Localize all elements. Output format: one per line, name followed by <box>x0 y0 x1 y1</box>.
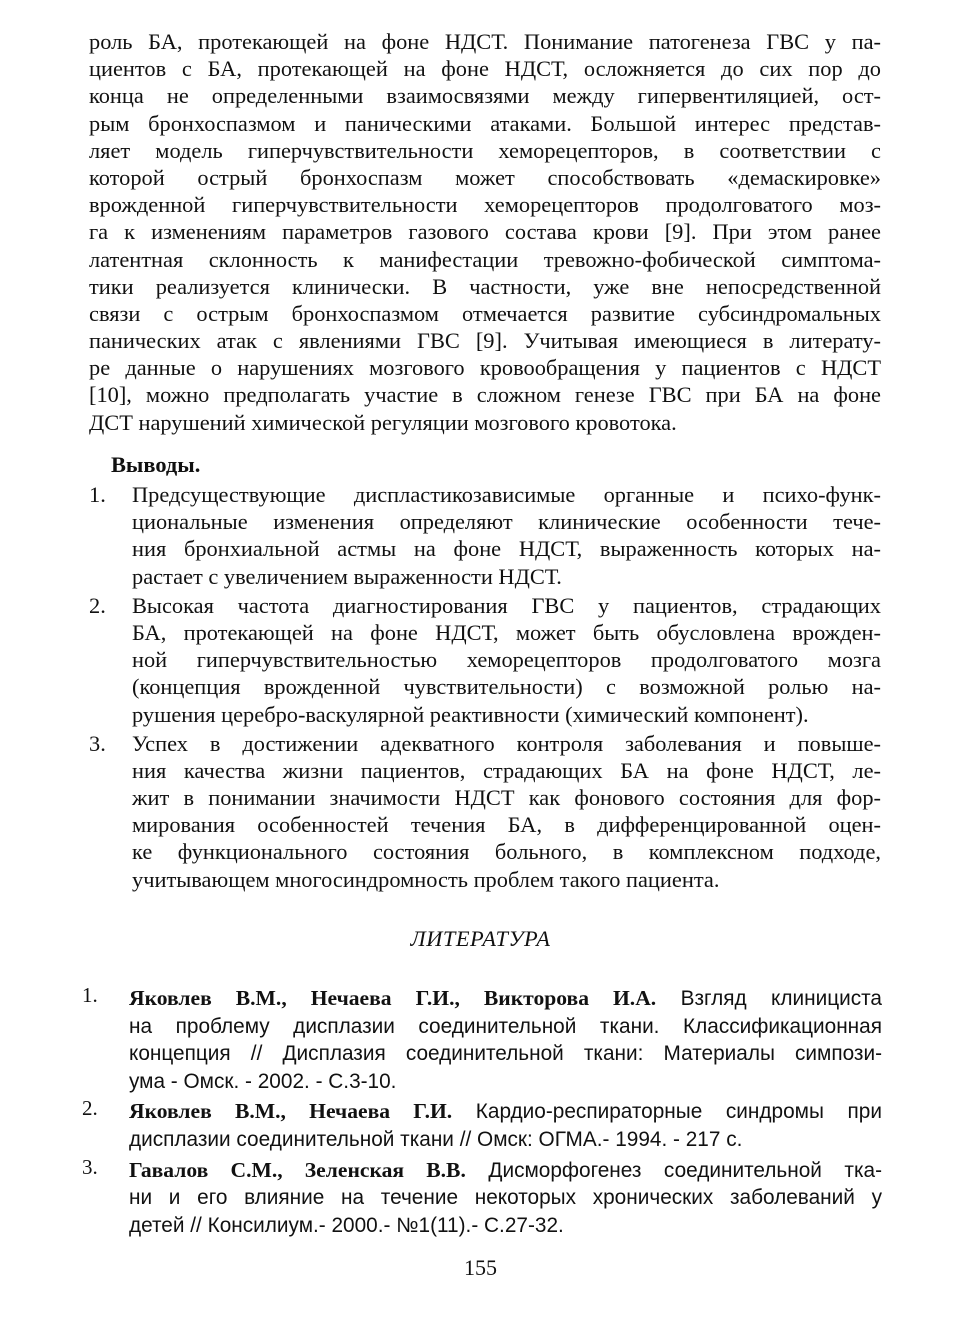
text-line: дисплазии соединительной ткани // Омск: ОГМА.- 1994. - 217 с. <box>129 1127 743 1151</box>
text-line: ния бронхиальной астмы на фоне НДСТ, выраженность которых на- <box>132 536 881 562</box>
text-line: на проблему дисплазии соединительной ткани. Классификационная <box>129 1014 882 1038</box>
item-number: 1. <box>82 983 98 1007</box>
text-line <box>129 1098 882 1126</box>
text-line: ке функционального состояния больного, в комплексном подходе, <box>132 839 881 865</box>
item-number: 1. <box>89 482 106 507</box>
item-number: 2. <box>89 592 106 618</box>
text-line: ДСТ нарушений химической регуляции мозгового кровотока. <box>89 409 677 435</box>
text-line: врожденной гиперчувствительности хеморецепторов продолговатого моз- <box>89 192 881 218</box>
text-line: ной гиперчувствительностью хеморецепторов продолговатого мозга <box>132 647 881 673</box>
text-line: которой острый бронхоспазм может способствовать «демаскировке» <box>89 164 881 190</box>
conclusion-item <box>89 481 881 590</box>
text-line: га к изменениям параметров газового состава крови [9]. При этом ранее <box>89 219 881 245</box>
reference-item <box>82 1098 882 1153</box>
text-line: ре данные о нарушениях мозгового кровообращения у пациентов с НДСТ <box>89 355 881 381</box>
text-line: Высокая частота диагностирования ГВС у пациентов, страдающих <box>132 592 881 618</box>
text-line: тики реализуется клинически. В частности, уже вне непосредственной <box>89 273 881 299</box>
text-line: мирования особенностей течения БА, в дифференцированной оцен- <box>132 812 881 838</box>
text-line: растает с увеличением выраженности НДСТ. <box>132 563 562 589</box>
reference-text: Кардио-респираторные синдромы при <box>452 1100 882 1124</box>
text-line: Успех в достижении адекватного контроля заболевания и повыше- <box>132 730 881 756</box>
text-line: учитывающем многосиндромность проблем такого пациента. <box>132 866 720 892</box>
text-line: детей // Консилиум.- 2000.- №1(11).- С.27-32. <box>129 1213 564 1237</box>
reference-authors: Яковлев В.М., Нечаева Г.И., Викторова И.А. <box>129 986 657 1010</box>
text-line: ляет модель гиперчувствительности хеморецепторов, в соответствии с <box>89 137 881 163</box>
conclusion-item <box>89 592 881 728</box>
reference-authors: Гавалов С.М., Зеленская В.В. <box>129 1157 466 1182</box>
reference-text: Дисморфогенез соединительной тка- <box>465 1158 882 1182</box>
text-line: Предсуществующие диспластикозависимые органные и психо-функ- <box>132 482 881 507</box>
text-line <box>129 985 882 1013</box>
text-line: связи с острым бронхоспазмом отмечается развитие субсиндромальных <box>89 300 881 326</box>
text-line: роль БА, протекающей на фоне НДСТ. Понимание патогенеза ГВС у па- <box>89 29 881 54</box>
text-line: БА, протекающей на фоне НДСТ, может быть обусловлена врожден- <box>132 619 881 645</box>
item-number: 3. <box>82 1154 98 1179</box>
text-line: циентов с БА, протекающей на фоне НДСТ, осложняется до сих пор до <box>89 56 881 82</box>
reference-item <box>82 1154 882 1240</box>
text-line <box>129 1157 882 1185</box>
item-number: 2. <box>82 1096 98 1121</box>
reference-item <box>82 985 882 1095</box>
conclusions-heading: Выводы. <box>111 452 201 477</box>
text-line: латентная склонность к манифестации тревожно-фобической симптома- <box>89 246 881 272</box>
text-line: конца не определенными взаимосвязями между гипервентиляцией, ост- <box>89 83 881 109</box>
text-line: ума - Омск. - 2002. - С.3-10. <box>129 1069 397 1093</box>
conclusion-item <box>89 730 881 893</box>
text-line: жит в понимании значимости НДСТ как фонового состояния для фор- <box>132 785 881 811</box>
text-line: рушения церебро-васкулярной реактивности (химический компонент). <box>132 701 809 727</box>
text-line: ния качества жизни пациентов, страдающих БА на фоне НДСТ, ле- <box>132 757 881 783</box>
page-number: 155 <box>464 1255 497 1280</box>
reference-text: Взгляд клинициста <box>656 987 882 1010</box>
item-number: 3. <box>89 730 106 756</box>
references-list <box>82 985 882 1242</box>
text-line: ни и его влияние на течение некоторых хронических заболеваний у <box>129 1186 882 1210</box>
text-line: концепция // Дисплазия соединительной ткани: Материалы симпози- <box>129 1042 882 1066</box>
text-line: рым бронхоспазмом и паническими атаками. Большой интерес представ- <box>89 110 881 136</box>
text-line: циональные изменения определяют клинические особенности тече- <box>132 509 881 535</box>
reference-authors: Яковлев В.М., Нечаева Г.И. <box>129 1099 453 1124</box>
intro-paragraph <box>89 28 881 436</box>
references-heading: ЛИТЕРАТУРА <box>410 926 551 951</box>
text-line: [10], можно предполагать участие в сложном генезе ГВС при БА на фоне <box>89 382 881 408</box>
text-line: панических атак с явлениями ГВС [9]. Учитывая имеющиеся в литерату- <box>89 328 881 354</box>
conclusions-list <box>89 481 881 895</box>
text-line: (концепция врожденной чувствительности) с возможной ролью на- <box>132 674 881 700</box>
